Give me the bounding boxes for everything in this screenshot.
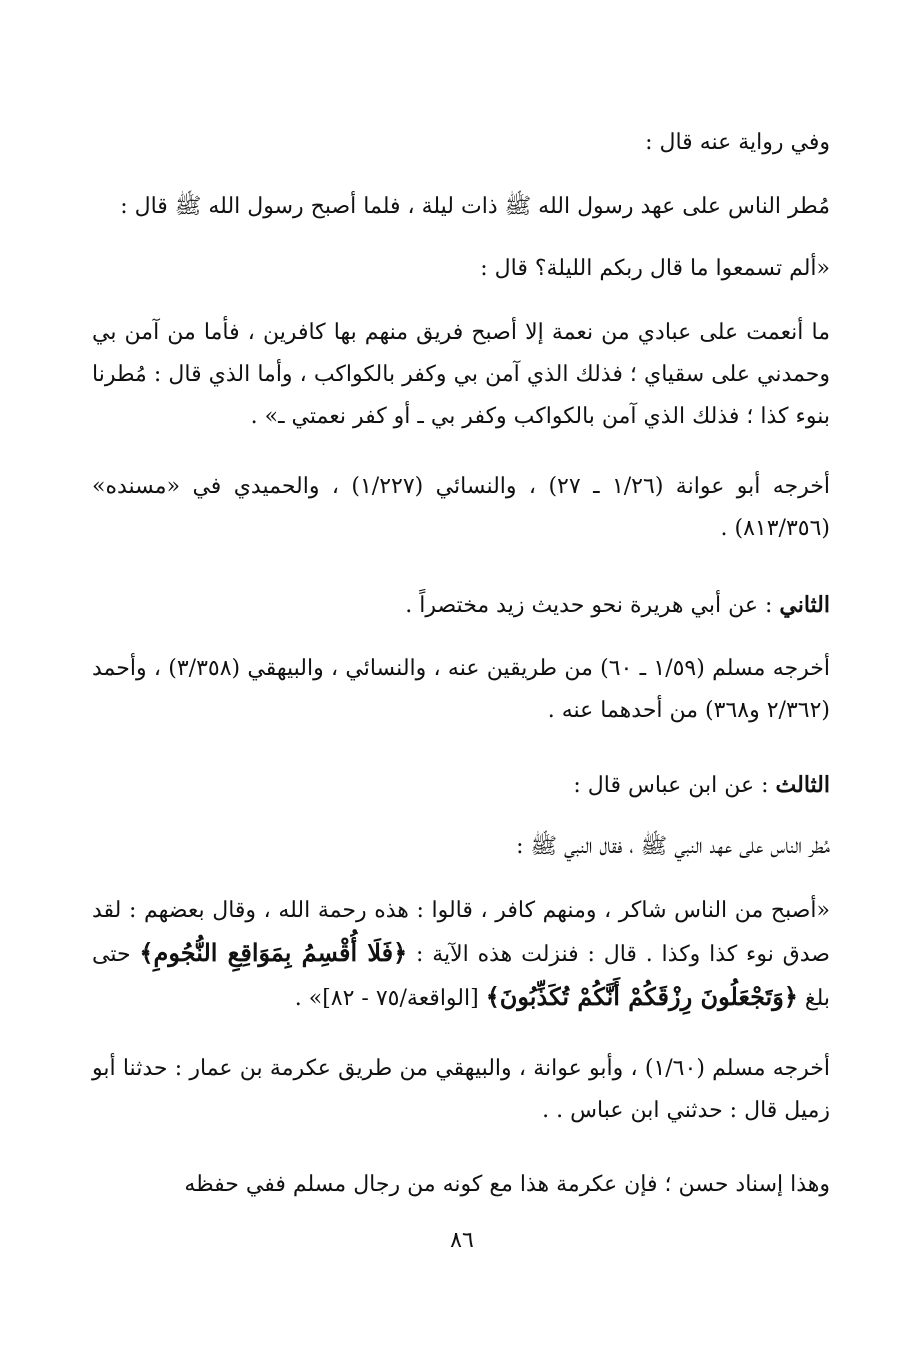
paragraph-10-part-b: حتى بلغ — [92, 942, 830, 1011]
page-number: ٨٦ — [450, 1228, 474, 1253]
paragraph-11-takhrij: أخرجه مسلم (١/٦٠) ، وأبو عوانة ، والبيهقي من طريق عكرمة بن عمار : حدثنا أبو زميل قال : حدثني ابن عباس . . — [92, 1056, 830, 1123]
paragraph-2: مُطر الناس على عهد رسول الله ﷺ ذات ليلة ، فلما أصبح رسول الله ﷺ قال : — [120, 194, 830, 219]
section-label-third: الثالث — [775, 772, 830, 798]
paragraph-1: وفي رواية عنه قال : — [645, 130, 830, 155]
paragraph-10-part-a: «أصبح من الناس شاكر ، ومنهم كافر ، قالوا : هذه رحمة الله ، وقال بعضهم : لقد صدق نوء كذا وكذا . قال : فنزلت هذه الآية : — [92, 898, 830, 967]
paragraph-4: ما أنعمت على عبادي من نعمة إلا أصبح فريق منهم بها كافرين ، فأما من آمن بي وحمدني على سقياي ؛ فذلك الذي آمن بي وكفر بالكواكب ، وأما الذي قال : مُطرنا بنوء كذا ؛ فذلك الذي آمن بالكواكب وكفر بي ـ أو كفر نعمتي ـ» . — [92, 320, 830, 429]
paragraph-9: مُطر الناس على عهد النبي ﷺ ، فقال النبي ﷺ : — [516, 834, 830, 859]
paragraph-10 — [92, 890, 830, 1020]
paragraph-3: «ألم تسمعوا ما قال ربكم الليلة؟ قال : — [480, 256, 830, 281]
paragraph-8 — [92, 764, 830, 807]
paragraph-5-takhrij: أخرجه أبو عوانة (١/٢٦ ـ ٢٧) ، والنسائي (١/٢٢٧) ، والحميدي في «مسنده» (٨١٣/٣٥٦) . — [92, 474, 830, 541]
paragraph-10-part-c: [الواقعة/٧٥ - ٨٢]» . — [294, 986, 486, 1011]
quran-verse-1: ﴿فَلَا أُقْسِمُ بِمَوَاقِعِ النُّجُومِ﴾ — [139, 938, 408, 967]
section-label-second: الثاني — [779, 592, 830, 618]
paragraph-7-takhrij: أخرجه مسلم (١/٥٩ ـ ٦٠) من طريقين عنه ، والنسائي ، والبيهقي (٣/٣٥٨) ، وأحمد (٢/٣٦٢ و٣٦٨) من أحدهما عنه . — [92, 656, 830, 723]
paragraph-6 — [92, 584, 830, 627]
quran-verse-2: ﴿وَتَجْعَلُونَ رِزْقَكُمْ أَنَّكُمْ تُكَذِّبُونَ﴾ — [485, 982, 798, 1011]
paragraph-6-text: : عن أبي هريرة نحو حديث زيد مختصراً . — [405, 593, 780, 618]
paragraph-12: وهذا إسناد حسن ؛ فإن عكرمة هذا مع كونه من رجال مسلم ففي حفظه — [184, 1172, 830, 1197]
paragraph-8-text: : عن ابن عباس قال : — [573, 773, 776, 798]
